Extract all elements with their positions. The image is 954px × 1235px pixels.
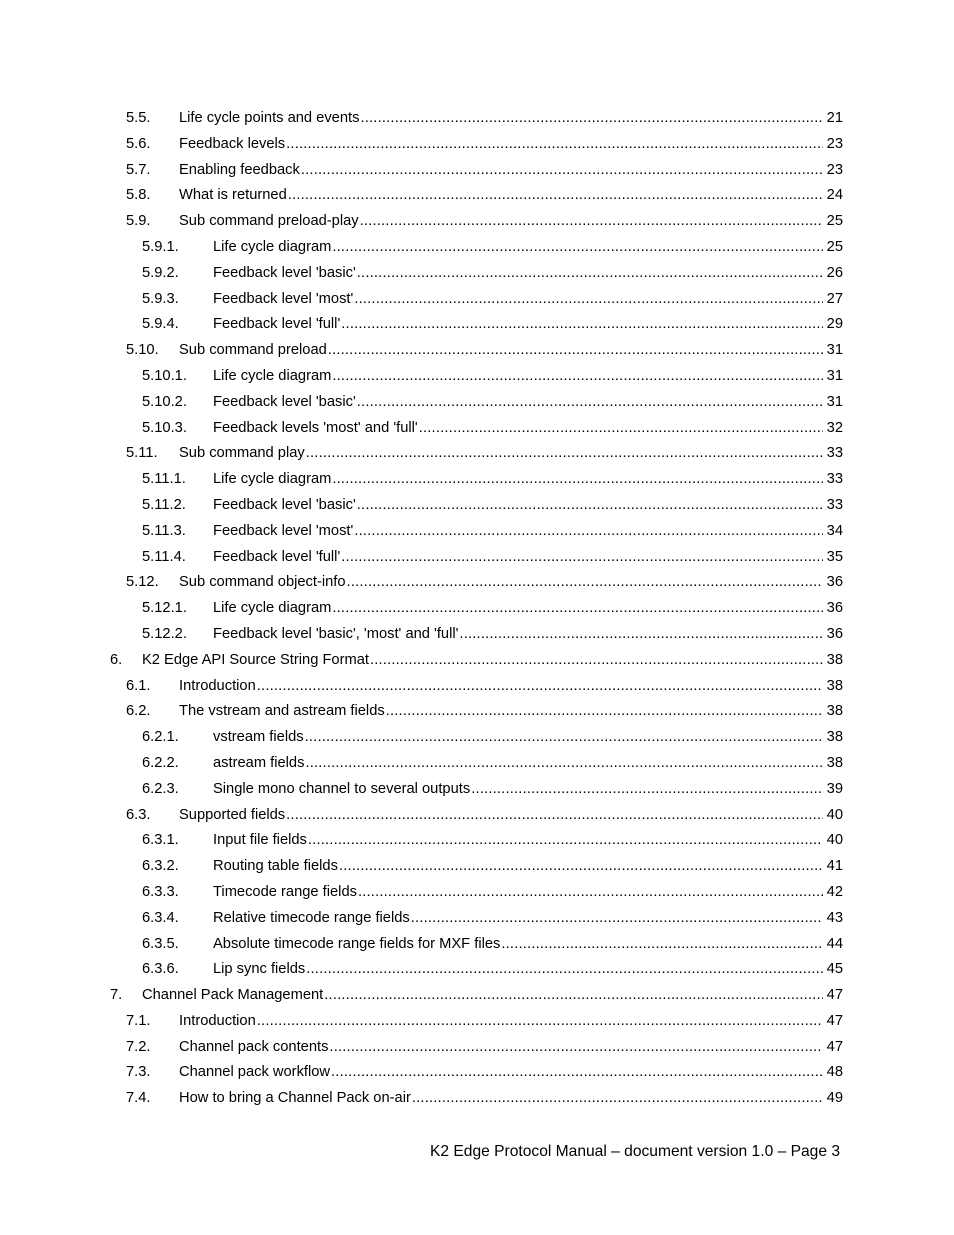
toc-entry-title: The vstream and astream fields xyxy=(179,703,385,720)
toc-entry-page-number: 36 xyxy=(826,600,843,617)
dot-leader xyxy=(471,777,823,803)
toc-entry-number: 5.10.1. xyxy=(142,367,187,384)
toc-entry-title: Input file fields xyxy=(213,832,307,849)
toc-entry-title: Channel pack workflow xyxy=(179,1064,331,1081)
dot-leader xyxy=(339,854,823,880)
dot-leader xyxy=(329,1035,823,1061)
dot-leader xyxy=(412,1086,823,1112)
toc-entry-leader xyxy=(213,519,823,545)
toc-entry-leader xyxy=(213,725,823,751)
dot-leader xyxy=(357,261,823,287)
toc-entry-page-number: 48 xyxy=(826,1064,843,1081)
toc-entry-title: Relative timecode range fields xyxy=(213,909,410,926)
toc-entry-title: Lip sync fields xyxy=(213,961,306,978)
toc-entry-leader xyxy=(213,364,823,390)
toc-entry-leader xyxy=(142,983,823,1009)
dot-leader xyxy=(288,183,823,209)
toc-entry-title: Sub command preload-play xyxy=(179,213,359,230)
toc-entry-page-number: 31 xyxy=(826,367,843,384)
toc-entry-title: Feedback level 'basic' xyxy=(213,496,356,513)
toc-entry-number: 5.11.4. xyxy=(142,548,186,565)
toc-entry[interactable] xyxy=(0,570,954,596)
toc-entry[interactable] xyxy=(0,725,954,751)
toc-entry-leader xyxy=(179,1060,823,1086)
toc-entry-leader xyxy=(213,777,823,803)
toc-entry-title: Life cycle points and events xyxy=(179,110,360,126)
toc-entry-page-number: 32 xyxy=(826,419,843,436)
toc-entry[interactable] xyxy=(0,106,954,132)
toc-entry-page-number: 31 xyxy=(826,393,843,410)
toc-entry-page-number: 49 xyxy=(826,1090,843,1107)
toc-entry-number: 5.9.2. xyxy=(142,264,179,281)
toc-entry-page-number: 44 xyxy=(826,935,843,952)
toc-entry-title: astream fields xyxy=(213,754,305,771)
toc-entry-page-number: 45 xyxy=(826,961,843,978)
toc-entry-leader xyxy=(213,545,823,571)
toc-entry[interactable] xyxy=(0,648,954,674)
toc-entry-number: 5.5. xyxy=(126,110,151,126)
toc-entry-page-number: 33 xyxy=(826,496,843,513)
toc-entry-leader xyxy=(179,1035,823,1061)
toc-entry-number: 7.4. xyxy=(126,1090,151,1107)
toc-entry[interactable] xyxy=(0,1086,954,1112)
toc-entry[interactable] xyxy=(0,1060,954,1086)
toc-entry[interactable] xyxy=(0,416,954,442)
toc-entry-leader xyxy=(213,390,823,416)
toc-entry[interactable] xyxy=(0,390,954,416)
toc-entry-number: 5.11.1. xyxy=(142,471,186,488)
toc-entry-leader xyxy=(213,828,823,854)
toc-entry-page-number: 26 xyxy=(826,264,843,281)
toc-entry-title: How to bring a Channel Pack on-air xyxy=(179,1090,411,1107)
toc-entry-number: 6.2. xyxy=(126,703,151,720)
toc-entry-number: 5.6. xyxy=(126,135,151,152)
toc-entry-page-number: 25 xyxy=(826,213,843,230)
toc-entry[interactable] xyxy=(0,209,954,235)
dot-leader xyxy=(360,209,823,235)
toc-entry[interactable] xyxy=(0,183,954,209)
toc-entry-title: Enabling feedback xyxy=(179,161,300,178)
toc-entry-title: Feedback level 'full' xyxy=(213,316,341,333)
toc-entry-number: 6.1. xyxy=(126,677,151,694)
toc-entry-page-number: 41 xyxy=(826,858,843,875)
toc-entry-leader xyxy=(179,106,823,132)
toc-entry-page-number: 38 xyxy=(826,651,843,668)
toc-entry-page-number: 29 xyxy=(826,316,843,333)
toc-entry[interactable] xyxy=(0,364,954,390)
toc-entry[interactable] xyxy=(0,983,954,1009)
toc-entry-number: 5.9.3. xyxy=(142,290,179,307)
toc-entry[interactable] xyxy=(0,596,954,622)
dot-leader xyxy=(360,106,823,132)
toc-entry[interactable] xyxy=(0,777,954,803)
toc-entry-number: 6.3.4. xyxy=(142,909,179,926)
toc-entry-title: What is returned xyxy=(179,187,287,204)
dot-leader xyxy=(308,828,823,854)
toc-entry-number: 5.12. xyxy=(126,574,159,591)
toc-entry-number: 6.3.2. xyxy=(142,858,179,875)
toc-entry-leader xyxy=(213,261,823,287)
toc-entry-number: 6.3.5. xyxy=(142,935,179,952)
toc-entry[interactable] xyxy=(0,338,954,364)
toc-entry-title: Feedback levels 'most' and 'full' xyxy=(213,419,418,436)
toc-entry-title: Feedback level 'basic', 'most' and 'full' xyxy=(213,625,459,642)
dot-leader xyxy=(332,596,823,622)
toc-entry[interactable] xyxy=(0,906,954,932)
toc-entry-leader xyxy=(213,751,823,777)
dot-leader xyxy=(332,235,823,261)
toc-entry-leader xyxy=(179,803,823,829)
toc-entry-number: 5.10.3. xyxy=(142,419,187,436)
toc-entry[interactable] xyxy=(0,674,954,700)
toc-entry-page-number: 47 xyxy=(826,1012,843,1029)
dot-leader xyxy=(354,519,823,545)
toc-entry-title: Life cycle diagram xyxy=(213,471,332,488)
toc-entry[interactable] xyxy=(0,467,954,493)
toc-entry[interactable] xyxy=(0,132,954,158)
toc-entry-number: 6.3. xyxy=(126,806,151,823)
toc-entry-number: 6.2.1. xyxy=(142,729,179,746)
toc-entry-page-number: 38 xyxy=(826,729,843,746)
toc-entry-number: 6.3.3. xyxy=(142,883,179,900)
toc-entry-leader xyxy=(213,932,823,958)
toc-entry-page-number: 38 xyxy=(826,677,843,694)
dot-leader xyxy=(341,545,823,571)
toc-entry-title: Feedback level 'full' xyxy=(213,548,341,565)
toc-entry[interactable] xyxy=(0,699,954,725)
toc-entry-title: vstream fields xyxy=(213,729,304,746)
toc-entry-number: 5.7. xyxy=(126,161,151,178)
toc-entry-leader xyxy=(179,338,823,364)
dot-leader xyxy=(286,803,823,829)
toc-entry-page-number: 43 xyxy=(826,909,843,926)
toc-entry-page-number: 34 xyxy=(826,522,843,539)
toc-entry-page-number: 42 xyxy=(826,883,843,900)
toc-entry-title: Single mono channel to several outputs xyxy=(213,780,471,797)
toc-entry-leader xyxy=(179,1086,823,1112)
toc-entry-title: Feedback level 'most' xyxy=(213,522,354,539)
toc-entry-page-number: 23 xyxy=(826,135,843,152)
toc-entry[interactable] xyxy=(0,854,954,880)
toc-entry-title: Feedback level 'most' xyxy=(213,290,354,307)
toc-entry-leader xyxy=(213,906,823,932)
toc-entry-leader xyxy=(213,235,823,261)
dot-leader xyxy=(328,338,823,364)
dot-leader xyxy=(331,1060,823,1086)
toc-entry-title: Sub command play xyxy=(179,445,305,462)
toc-entry-leader xyxy=(179,158,823,184)
toc-entry-title: Life cycle diagram xyxy=(213,367,332,384)
toc-entry-leader xyxy=(179,699,823,725)
toc-entry[interactable] xyxy=(0,312,954,338)
toc-entry-title: Feedback levels xyxy=(179,135,286,152)
toc-entry-title: Sub command object-info xyxy=(179,574,346,591)
table-of-contents xyxy=(0,106,954,1112)
toc-entry-title: Feedback level 'basic' xyxy=(213,393,356,410)
dot-leader xyxy=(332,467,823,493)
toc-entry-page-number: 35 xyxy=(826,548,843,565)
dot-leader xyxy=(386,699,823,725)
toc-entry-number: 6. xyxy=(110,651,123,668)
toc-entry-page-number: 38 xyxy=(826,754,843,771)
toc-entry[interactable] xyxy=(0,545,954,571)
toc-entry-leader xyxy=(213,854,823,880)
toc-entry-number: 5.12.2. xyxy=(142,625,187,642)
toc-entry-leader xyxy=(213,880,823,906)
toc-entry-leader xyxy=(179,183,823,209)
toc-entry[interactable] xyxy=(0,1009,954,1035)
toc-entry-leader xyxy=(179,441,823,467)
toc-entry[interactable] xyxy=(0,622,954,648)
toc-entry-number: 7.3. xyxy=(126,1064,151,1081)
toc-entry-leader xyxy=(213,957,823,983)
dot-leader xyxy=(419,416,823,442)
toc-entry[interactable] xyxy=(0,932,954,958)
dot-leader xyxy=(332,364,823,390)
toc-entry-title: Channel Pack Management xyxy=(142,987,324,1004)
toc-entry-number: 7.1. xyxy=(126,1012,151,1029)
dot-leader xyxy=(341,312,823,338)
toc-entry[interactable] xyxy=(0,287,954,313)
toc-entry-title: Introduction xyxy=(179,677,256,694)
toc-entry-title: Routing table fields xyxy=(213,858,338,875)
toc-entry-leader xyxy=(213,287,823,313)
toc-entry-number: 5.10. xyxy=(126,342,159,359)
dot-leader xyxy=(459,622,823,648)
toc-entry-leader xyxy=(213,493,823,519)
toc-entry-title: Life cycle diagram xyxy=(213,238,332,255)
toc-entry-leader xyxy=(213,622,823,648)
dot-leader xyxy=(301,158,823,184)
dot-leader xyxy=(354,287,823,313)
toc-entry-number: 7. xyxy=(110,987,123,1004)
toc-entry-leader xyxy=(179,1009,823,1035)
toc-entry-leader xyxy=(213,416,823,442)
toc-entry-leader xyxy=(179,209,823,235)
toc-entry[interactable] xyxy=(0,751,954,777)
toc-entry-number: 6.3.6. xyxy=(142,961,179,978)
toc-entry[interactable] xyxy=(0,803,954,829)
dot-leader xyxy=(305,751,823,777)
toc-entry-title: K2 Edge API Source String Format xyxy=(142,651,369,668)
toc-entry-leader xyxy=(213,467,823,493)
toc-entry-number: 5.12.1. xyxy=(142,600,187,617)
dot-leader xyxy=(324,983,823,1009)
toc-entry-title: Absolute timecode range fields for MXF files xyxy=(213,935,501,952)
toc-entry-page-number: 40 xyxy=(826,806,843,823)
toc-entry-title: Life cycle diagram xyxy=(213,600,332,617)
toc-entry-leader xyxy=(179,132,823,158)
dot-leader xyxy=(257,674,823,700)
toc-entry-page-number: 33 xyxy=(826,471,843,488)
toc-entry-page-number: 47 xyxy=(826,987,843,1004)
toc-entry-title: Channel pack contents xyxy=(179,1038,329,1055)
toc-entry-number: 5.9.4. xyxy=(142,316,179,333)
toc-entry-page-number: 31 xyxy=(826,342,843,359)
dot-leader xyxy=(286,132,823,158)
dot-leader xyxy=(306,957,823,983)
dot-leader xyxy=(305,725,823,751)
toc-entry[interactable] xyxy=(0,519,954,545)
toc-entry-number: 7.2. xyxy=(126,1038,151,1055)
toc-entry-title: Sub command preload xyxy=(179,342,327,359)
dot-leader xyxy=(347,570,823,596)
toc-entry[interactable] xyxy=(0,828,954,854)
toc-entry[interactable] xyxy=(0,235,954,261)
dot-leader xyxy=(357,493,823,519)
toc-entry[interactable] xyxy=(0,441,954,467)
toc-entry-leader xyxy=(213,312,823,338)
toc-entry-page-number: 36 xyxy=(826,625,843,642)
toc-entry-leader xyxy=(142,648,823,674)
dot-leader xyxy=(411,906,823,932)
dot-leader xyxy=(257,1009,823,1035)
toc-entry[interactable] xyxy=(0,957,954,983)
toc-entry-title: Introduction xyxy=(179,1012,256,1029)
toc-entry-page-number: 39 xyxy=(826,780,843,797)
toc-entry-number: 6.2.3. xyxy=(142,780,179,797)
toc-entry[interactable] xyxy=(0,880,954,906)
toc-entry-page-number: 47 xyxy=(826,1038,843,1055)
toc-entry[interactable] xyxy=(0,261,954,287)
toc-entry-page-number: 38 xyxy=(826,703,843,720)
toc-entry-number: 6.3.1. xyxy=(142,832,179,849)
toc-entry[interactable] xyxy=(0,158,954,184)
toc-entry-page-number: 21 xyxy=(826,110,843,126)
toc-entry-page-number: 40 xyxy=(826,832,843,849)
toc-entry-page-number: 33 xyxy=(826,445,843,462)
dot-leader xyxy=(357,390,823,416)
toc-entry-page-number: 25 xyxy=(826,238,843,255)
toc-entry[interactable] xyxy=(0,493,954,519)
toc-entry-title: Feedback level 'basic' xyxy=(213,264,356,281)
toc-entry-page-number: 23 xyxy=(826,161,843,178)
toc-entry-leader xyxy=(179,674,823,700)
dot-leader xyxy=(501,932,823,958)
dot-leader xyxy=(306,441,823,467)
toc-entry-number: 5.11.2. xyxy=(142,496,186,513)
toc-entry-number: 5.9. xyxy=(126,213,151,230)
dot-leader xyxy=(358,880,823,906)
toc-entry-number: 5.9.1. xyxy=(142,238,179,255)
toc-entry-leader xyxy=(179,570,823,596)
toc-entry-number: 5.11. xyxy=(126,445,158,462)
toc-entry-page-number: 24 xyxy=(826,187,843,204)
toc-entry[interactable] xyxy=(0,1035,954,1061)
dot-leader xyxy=(370,648,823,674)
toc-entry-title: Supported fields xyxy=(179,806,286,823)
toc-entry-page-number: 27 xyxy=(826,290,843,307)
toc-entry-title: Timecode range fields xyxy=(213,883,357,900)
toc-entry-number: 5.8. xyxy=(126,187,151,204)
toc-entry-leader xyxy=(213,596,823,622)
toc-entry-number: 5.10.2. xyxy=(142,393,187,410)
toc-entry-number: 6.2.2. xyxy=(142,754,179,771)
toc-entry-number: 5.11.3. xyxy=(142,522,186,539)
page-footer: K2 Edge Protocol Manual – document version 1.0 – Page 3 xyxy=(429,1143,840,1160)
toc-entry-page-number: 36 xyxy=(826,574,843,591)
